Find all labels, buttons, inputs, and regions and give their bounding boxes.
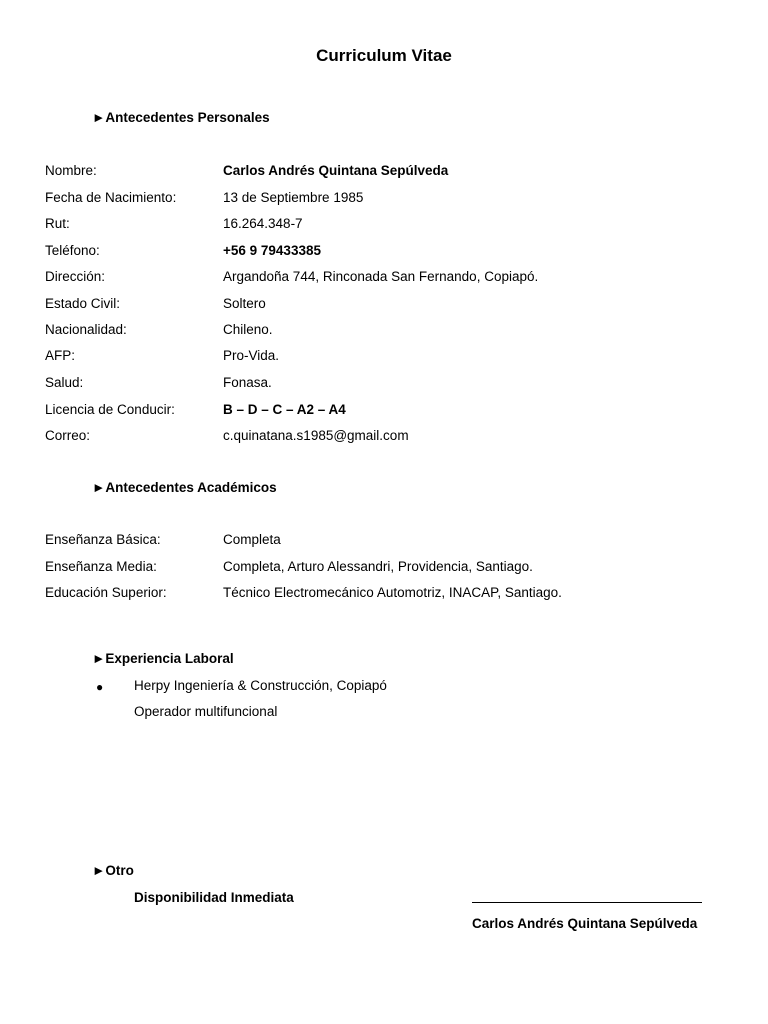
page-title: Curriculum Vitae [316,46,452,65]
signature-name: Carlos Andrés Quintana Sepúlveda [472,916,698,931]
field-value-superior: Técnico Electromecánico Automotriz, INACAP, Santiago. [223,585,562,600]
field-value-media: Completa, Arturo Alessandri, Providencia, Santiago. [223,559,533,574]
field-label-media: Enseñanza Media: [45,559,157,574]
field-value-afp: Pro-Vida. [223,348,280,363]
signature-line [472,902,702,903]
field-label-afp: AFP: [45,348,76,363]
section-heading-work: ►Experiencia Laboral [92,651,234,666]
field-label-fecha-nacimiento: Fecha de Nacimiento: [45,190,177,205]
section-heading-other: ►Otro [92,863,134,878]
field-value-rut: 16.264.348-7 [223,216,303,231]
field-value-licencia: B – D – C – A2 – A4 [223,402,346,417]
availability-text: Disponibilidad Inmediata [134,890,294,905]
work-role: Operador multifuncional [134,704,278,719]
field-value-direccion: Argandoña 744, Rinconada San Fernando, Copiapó. [223,269,539,284]
field-value-basica: Completa [223,532,281,547]
field-label-rut: Rut: [45,216,70,231]
field-label-nombre: Nombre: [45,163,97,178]
bullet-icon: ● [96,680,104,694]
field-value-correo: c.quinatana.s1985@gmail.com [223,428,409,443]
field-value-nombre: Carlos Andrés Quintana Sepúlveda [223,163,449,178]
field-label-basica: Enseñanza Básica: [45,532,161,547]
work-company: Herpy Ingeniería & Construcción, Copiapó [134,678,387,693]
field-value-fecha-nacimiento: 13 de Septiembre 1985 [223,190,364,205]
field-label-salud: Salud: [45,375,84,390]
field-label-direccion: Dirección: [45,269,106,284]
field-label-telefono: Teléfono: [45,243,100,258]
field-value-salud: Fonasa. [223,375,272,390]
section-heading-personal: ►Antecedentes Personales [92,110,270,125]
field-value-estado-civil: Soltero [223,296,266,311]
field-value-telefono: +56 9 79433385 [223,243,321,258]
field-value-nacionalidad: Chileno. [223,322,273,337]
field-label-nacionalidad: Nacionalidad: [45,322,127,337]
field-label-estado-civil: Estado Civil: [45,296,121,311]
field-label-superior: Educación Superior: [45,585,167,600]
field-label-licencia: Licencia de Conducir: [45,402,175,417]
field-label-correo: Correo: [45,428,91,443]
section-heading-academic: ►Antecedentes Académicos [92,480,277,495]
